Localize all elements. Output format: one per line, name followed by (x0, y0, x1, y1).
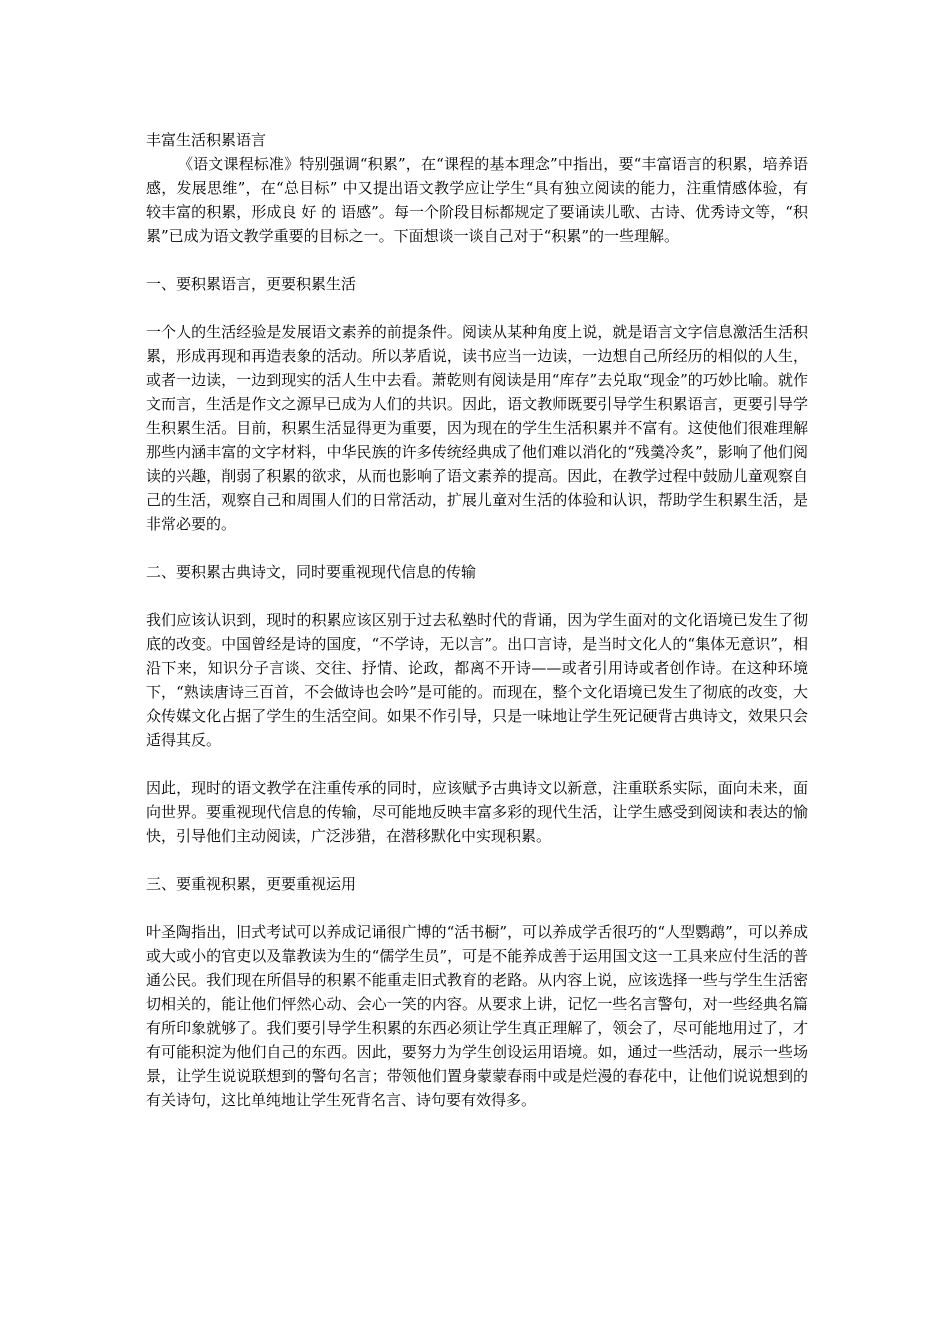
spacer (146, 752, 808, 776)
spacer (146, 896, 808, 920)
section-3-paragraph-1: 叶圣陶指出，旧式考试可以养成记诵很广博的“活书橱”，可以养成学舌很巧的“人型鹦鹉”，可以养成或大或小的官吏以及靠教读为生的“儒学生员”，可是不能养成善于运用国文这一工具来应付生活的普通公民。我们现在所倡导的积累不能重走旧式教育的老路。从内容上说，应该选择一些与学生生活密切相关的，能让他们怦然心动、会心一笑的内容。从要求上讲，记忆一些名言警句，对一些经典名篇有所印象就够了。我们要引导学生积累的东西必须让学生真正理解了，领会了，尽可能地用过了，才有可能积淀为他们自己的东西。因此，要努力为学生创设运用语境。如，通过一些活动，展示一些场景，让学生说说联想到的警句名言；带领他们置身蒙蒙春雨中或是烂漫的春花中，让他们说说想到的有关诗句，这比单纯地让学生死背名言、诗句要有效得多。 (146, 923, 808, 1109)
section-2-paragraph-2: 因此，现时的语文教学在注重传承的同时，应该赋予古典诗文以新意，注重联系实际，面向未来，面向世界。要重视现代信息的传输，尽可能地反映丰富多彩的现代生活，让学生感受到阅读和表达的愉快，引导他们主动阅读，广泛涉猎，在潜移默化中实现积累。 (146, 779, 808, 845)
document-title: 丰富生活积累语言 (146, 131, 267, 149)
spacer (146, 296, 808, 320)
section-1-heading: 一、要积累语言，更要积累生活 (146, 275, 357, 293)
section-3-heading: 三、要重视积累，更要重视运用 (146, 875, 357, 893)
document-page (146, 128, 808, 1112)
spacer (146, 536, 808, 560)
spacer (146, 848, 808, 872)
intro-paragraph: 《语文课程标准》特别强调“积累”，在“课程的基本理念”中指出，要“丰富语言的积累，培养语感，发展思维”，在“总目标” 中又提出语文教学应让学生“具有独立阅读的能力，注重情感体验，有较丰富的积累，形成良 好 的 语感”。每一个阶段目标都规定了要诵读儿歌、古诗、优秀诗文等，“积累”已成为语文教学重要的目标之一。下面想谈一谈自己对于“积累”的一些理解。 (146, 155, 808, 245)
spacer (146, 248, 808, 272)
section-1-paragraph-1: 一个人的生活经验是发展语文素养的前提条件。阅读从某种角度上说，就是语言文字信息激活生活积累，形成再现和再造表象的活动。所以茅盾说，读书应当一边读，一边想自己所经历的相似的人生，或者一边读，一边到现实的活人生中去看。萧乾则有阅读是用“库存”去兑取“现金”的巧妙比喻。就作文而言，生活是作文之源早已成为人们的共识。因此，语文教师既要引导学生积累语言，更要引导学生积累生活。目前，积累生活显得更为重要，因为现在的学生生活积累并不富有。这使他们很难理解那些内涵丰富的文字材料，中华民族的许多传统经典成了他们难以消化的“残羹冷炙”，影响了他们阅读的兴趣，削弱了积累的欲求，从而也影响了语文素养的提高。因此，在教学过程中鼓励儿童观察自己的生活，观察自己和周围人们的日常活动，扩展儿童对生活的体验和认识，帮助学生积累生活，是非常必要的。 (146, 323, 808, 533)
spacer (146, 584, 808, 608)
section-2-heading: 二、要积累古典诗文，同时要重视现代信息的传输 (146, 563, 477, 581)
section-2-paragraph-1: 我们应该认识到，现时的积累应该区别于过去私塾时代的背诵，因为学生面对的文化语境已发生了彻底的改变。中国曾经是诗的国度，“不学诗，无以言”。出口言诗，是当时文化人的“集体无意识”，相沿下来，知识分子言谈、交往、抒情、论政，都离不开诗——或者引用诗或者创作诗。在这种环境下，“熟读唐诗三百首，不会做诗也会吟”是可能的。而现在，整个文化语境已发生了彻底的改变，大众传媒文化占据了学生的生活空间。如果不作引导，只是一味地让学生死记硬背古典诗文，效果只会适得其反。 (146, 611, 808, 749)
